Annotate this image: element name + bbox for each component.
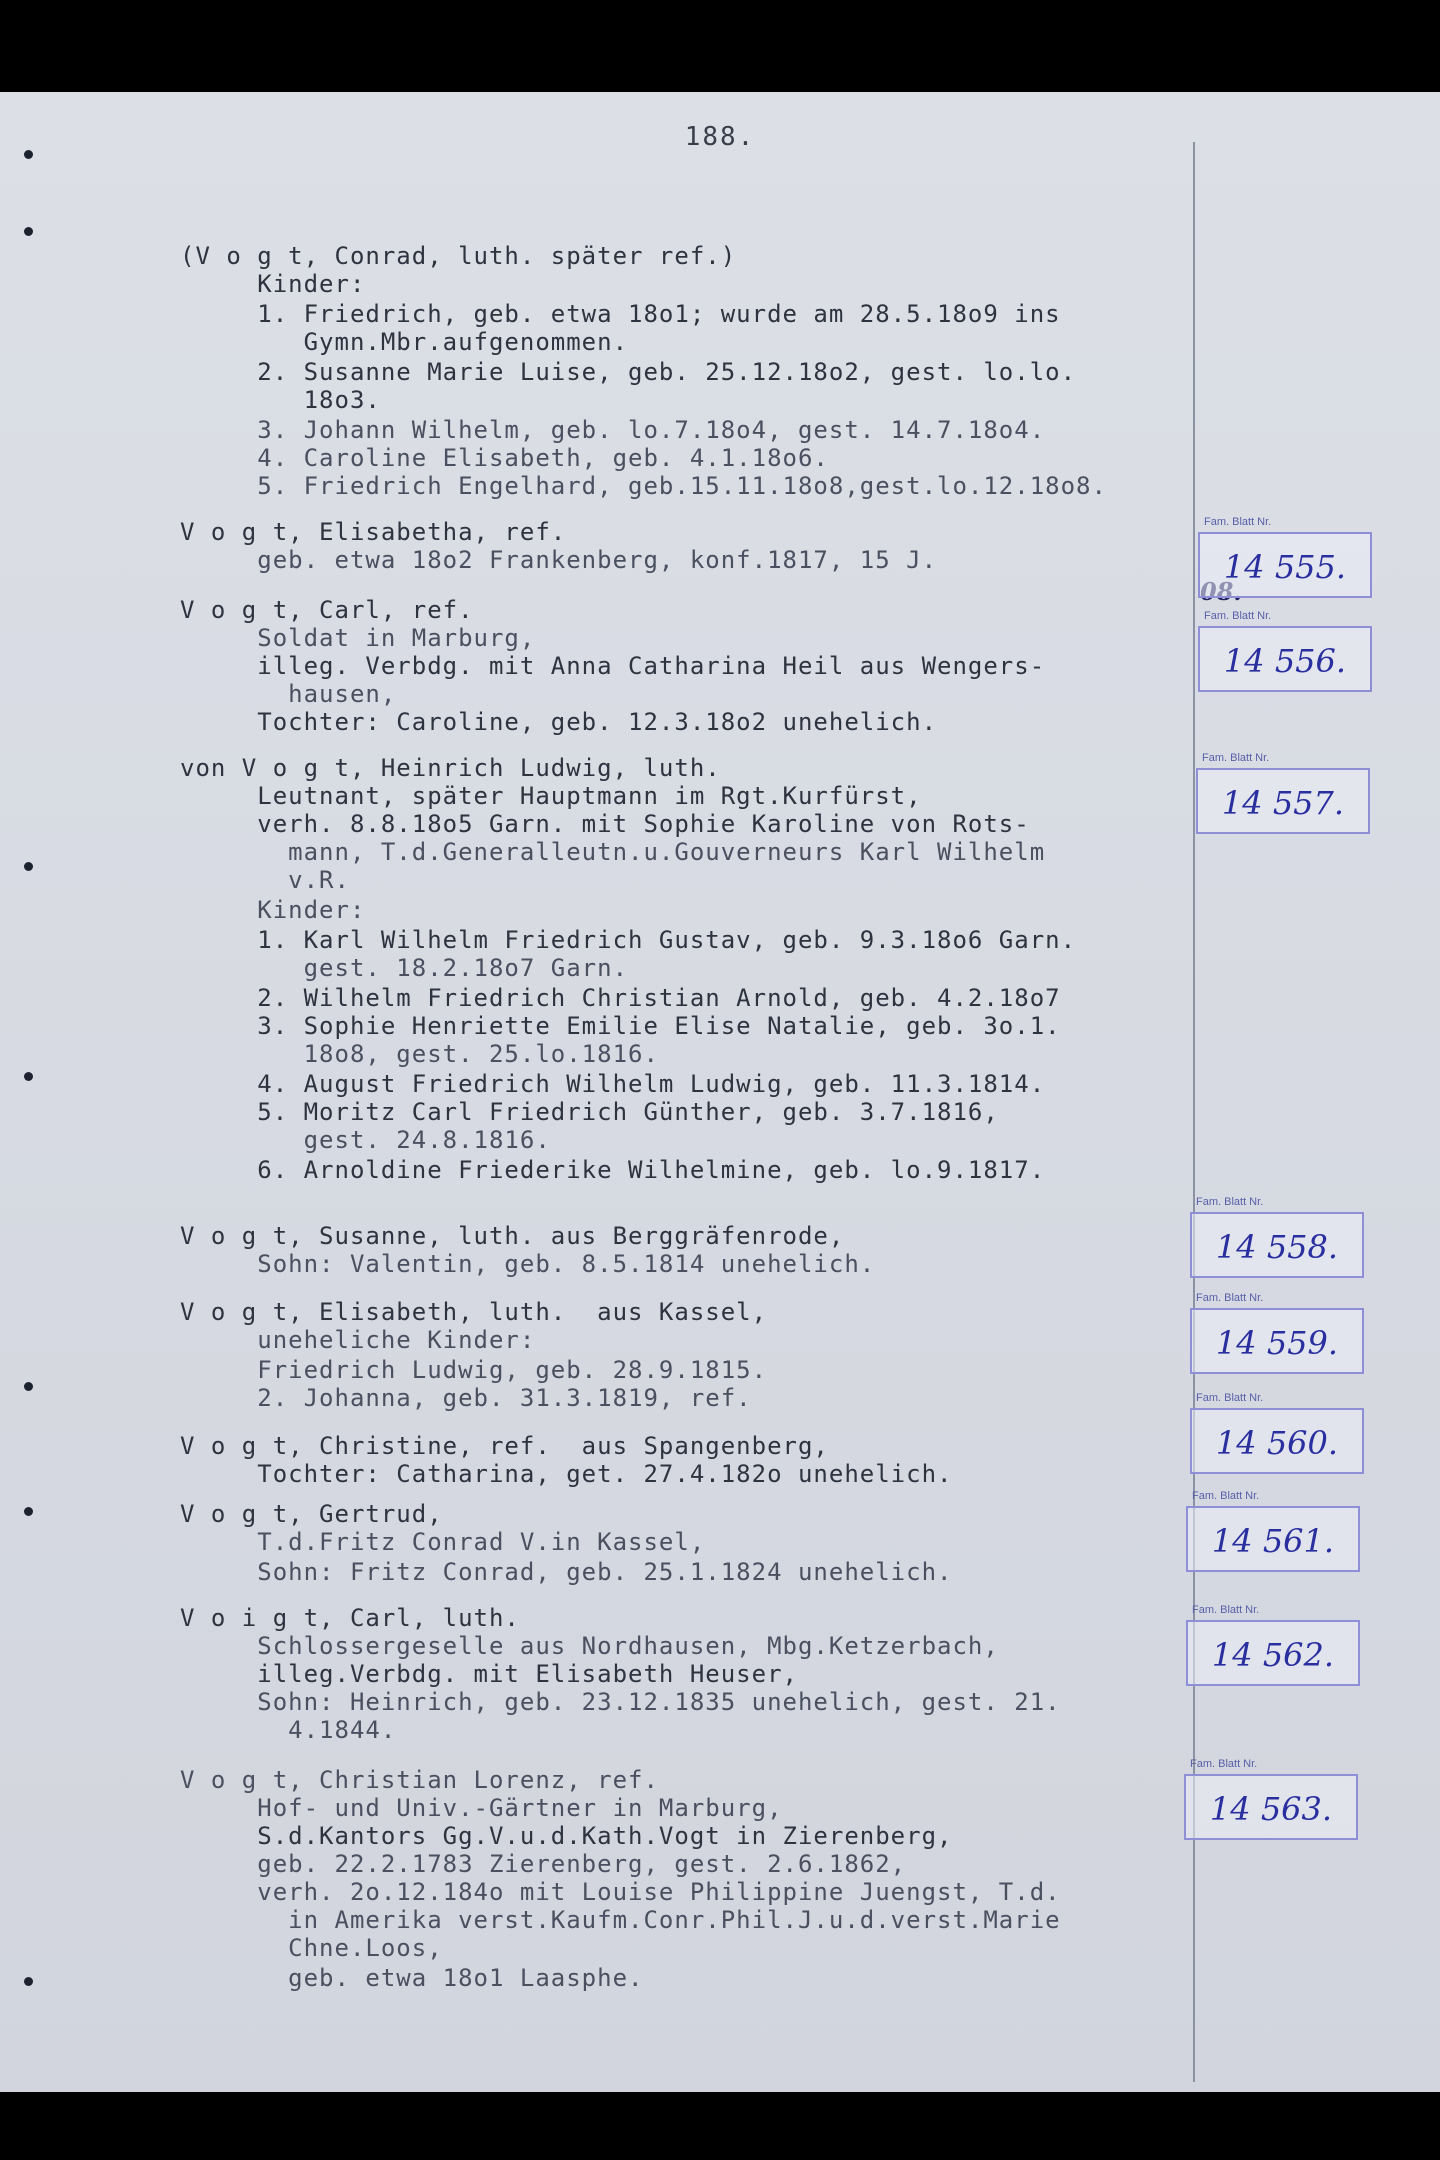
entry-line: 5. Moritz Carl Friedrich Günther, geb. 3.7.1816, (180, 1098, 999, 1126)
family-sheet-box (1196, 752, 1370, 834)
family-sheet-number: 14 557. (1221, 784, 1345, 822)
entry-line: Sohn: Heinrich, geb. 23.12.1835 unehelich, gest. 21. (180, 1688, 1061, 1716)
entry-line: Gymn.Mbr.aufgenommen. (180, 328, 629, 356)
document-page (0, 92, 1440, 2092)
entry-line: 3. Johann Wilhelm, geb. lo.7.18o4, gest. 14.7.18o4. (180, 416, 1046, 444)
punch-hole (24, 1382, 33, 1391)
family-sheet-box (1190, 1196, 1364, 1278)
family-sheet-box (1186, 1490, 1360, 1572)
punch-hole (24, 1977, 33, 1986)
entry-line: Kinder: (180, 896, 366, 924)
family-sheet-label: Fam. Blatt Nr. (1190, 1758, 1258, 1770)
family-sheet-label: Fam. Blatt Nr. (1196, 1292, 1264, 1304)
page-number: 188. (684, 122, 756, 152)
family-sheet-label: Fam. Blatt Nr. (1196, 1392, 1264, 1404)
entry-line: 2. Wilhelm Friedrich Christian Arnold, geb. 4.2.18o7 (180, 984, 1061, 1012)
entry-line: illeg. Verbdg. mit Anna Catharina Heil aus Wengers- (180, 652, 1046, 680)
family-sheet-number: 14 555. (1223, 548, 1347, 586)
entry-line: Schlossergeselle aus Nordhausen, Mbg.Ketzerbach, (180, 1632, 999, 1660)
punch-hole (24, 227, 33, 236)
family-sheet-box (1190, 1392, 1364, 1474)
entry-line: V o g t, Susanne, luth. aus Berggräfenrode, (180, 1222, 845, 1250)
entry-line: geb. 22.2.1783 Zierenberg, gest. 2.6.1862, (180, 1850, 907, 1878)
family-sheet-number: 14 556. (1223, 642, 1347, 680)
entry-line: 4. Caroline Elisabeth, geb. 4.1.18o6. (180, 444, 829, 472)
family-sheet-label: Fam. Blatt Nr. (1192, 1604, 1260, 1616)
entry-line: gest. 24.8.1816. (180, 1126, 551, 1154)
entry-line: Tochter: Caroline, geb. 12.3.18o2 unehelich. (180, 708, 938, 736)
entry-line: V o g t, Elisabeth, luth. aus Kassel, (180, 1298, 768, 1326)
entry-line: V o g t, Elisabetha, ref. (180, 518, 567, 546)
entry-line: in Amerika verst.Kaufm.Conr.Phil.J.u.d.verst.Marie (180, 1906, 1061, 1934)
family-sheet-box (1198, 610, 1372, 692)
entry-line: uneheliche Kinder: (180, 1326, 536, 1354)
family-sheet-box (1184, 1758, 1358, 1840)
entry-line: Friedrich Ludwig, geb. 28.9.1815. (180, 1356, 768, 1384)
entry-line: Sohn: Valentin, geb. 8.5.1814 unehelich. (180, 1250, 876, 1278)
family-sheet-number: 14 561. (1211, 1522, 1335, 1560)
entry-line: von V o g t, Heinrich Ludwig, luth. (180, 754, 721, 782)
entry-line: V o i g t, Carl, luth. (180, 1604, 520, 1632)
entry-line: Chne.Loos, (180, 1934, 443, 1962)
entry-line: 18o8, gest. 25.lo.1816. (180, 1040, 659, 1068)
family-sheet-box (1190, 1292, 1364, 1374)
entry-line: 6. Arnoldine Friederike Wilhelmine, geb. lo.9.1817. (180, 1156, 1046, 1184)
entry-line: 18o3. (180, 386, 381, 414)
family-sheet-number: 14 560. (1215, 1424, 1339, 1462)
entry-line: V o g t, Gertrud, (180, 1500, 443, 1528)
family-sheet-label: Fam. Blatt Nr. (1196, 1196, 1264, 1208)
entry-line: 1. Karl Wilhelm Friedrich Gustav, geb. 9.3.18o6 Garn. (180, 926, 1077, 954)
entry-line: Leutnant, später Hauptmann im Rgt.Kurfürst, (180, 782, 922, 810)
entry-line: illeg.Verbdg. mit Elisabeth Heuser, (180, 1660, 798, 1688)
entry-line: geb. etwa 18o1 Laasphe. (180, 1964, 644, 1992)
family-sheet-box (1198, 516, 1372, 598)
entry-line: Tochter: Catharina, get. 27.4.182o unehelich. (180, 1460, 953, 1488)
punch-hole (24, 862, 33, 871)
family-sheet-label: Fam. Blatt Nr. (1192, 1490, 1260, 1502)
punch-hole (24, 1507, 33, 1516)
family-sheet-number: 14 563. (1209, 1790, 1333, 1828)
entry-line: V o g t, Christine, ref. aus Spangenberg, (180, 1432, 829, 1460)
entry-line: 1. Friedrich, geb. etwa 18o1; wurde am 28.5.18o9 ins (180, 300, 1061, 328)
entry-line: Hof- und Univ.-Gärtner in Marburg, (180, 1794, 783, 1822)
entry-line: 2. Susanne Marie Luise, geb. 25.12.18o2, gest. lo.lo. (180, 358, 1077, 386)
family-sheet-number: 14 562. (1211, 1636, 1335, 1674)
entry-line: Sohn: Fritz Conrad, geb. 25.1.1824 unehelich. (180, 1558, 953, 1586)
family-sheet-number: 14 559. (1215, 1324, 1339, 1362)
entry-line: v.R. (180, 866, 350, 894)
entry-line: S.d.Kantors Gg.V.u.d.Kath.Vogt in Zierenberg, (180, 1822, 953, 1850)
punch-hole (24, 1072, 33, 1081)
entry-line: 4. August Friedrich Wilhelm Ludwig, geb. 11.3.1814. (180, 1070, 1046, 1098)
family-sheet-label: Fam. Blatt Nr. (1204, 610, 1272, 622)
entry-line: gest. 18.2.18o7 Garn. (180, 954, 629, 982)
entry-line: V o g t, Carl, ref. (180, 596, 474, 624)
entry-line: 4.1844. (180, 1716, 397, 1744)
entry-line: 3. Sophie Henriette Emilie Elise Natalie, geb. 3o.1. (180, 1012, 1061, 1040)
entry-line: verh. 8.8.18o5 Garn. mit Sophie Karoline von Rots- (180, 810, 1030, 838)
entry-line: Soldat in Marburg, (180, 624, 536, 652)
entry-line: verh. 2o.12.184o mit Louise Philippine Juengst, T.d. (180, 1878, 1061, 1906)
family-sheet-label: Fam. Blatt Nr. (1204, 516, 1272, 528)
entry-line: 5. Friedrich Engelhard, geb.15.11.18o8,gest.lo.12.18o8. (180, 472, 1107, 500)
family-sheet-label: Fam. Blatt Nr. (1202, 752, 1270, 764)
entry-line: geb. etwa 18o2 Frankenberg, konf.1817, 15 J. (180, 546, 938, 574)
family-sheet-number: 14 558. (1215, 1228, 1339, 1266)
entry-line: V o g t, Christian Lorenz, ref. (180, 1766, 659, 1794)
entry-line: 2. Johanna, geb. 31.3.1819, ref. (180, 1384, 752, 1412)
entry-line: mann, T.d.Generalleutn.u.Gouverneurs Karl Wilhelm (180, 838, 1046, 866)
entry-line: (V o g t, Conrad, luth. später ref.) (180, 242, 737, 270)
family-sheet-box (1186, 1604, 1360, 1686)
entry-line: Kinder: (180, 270, 366, 298)
entry-line: hausen, (180, 680, 397, 708)
entry-line: T.d.Fritz Conrad V.in Kassel, (180, 1528, 706, 1556)
